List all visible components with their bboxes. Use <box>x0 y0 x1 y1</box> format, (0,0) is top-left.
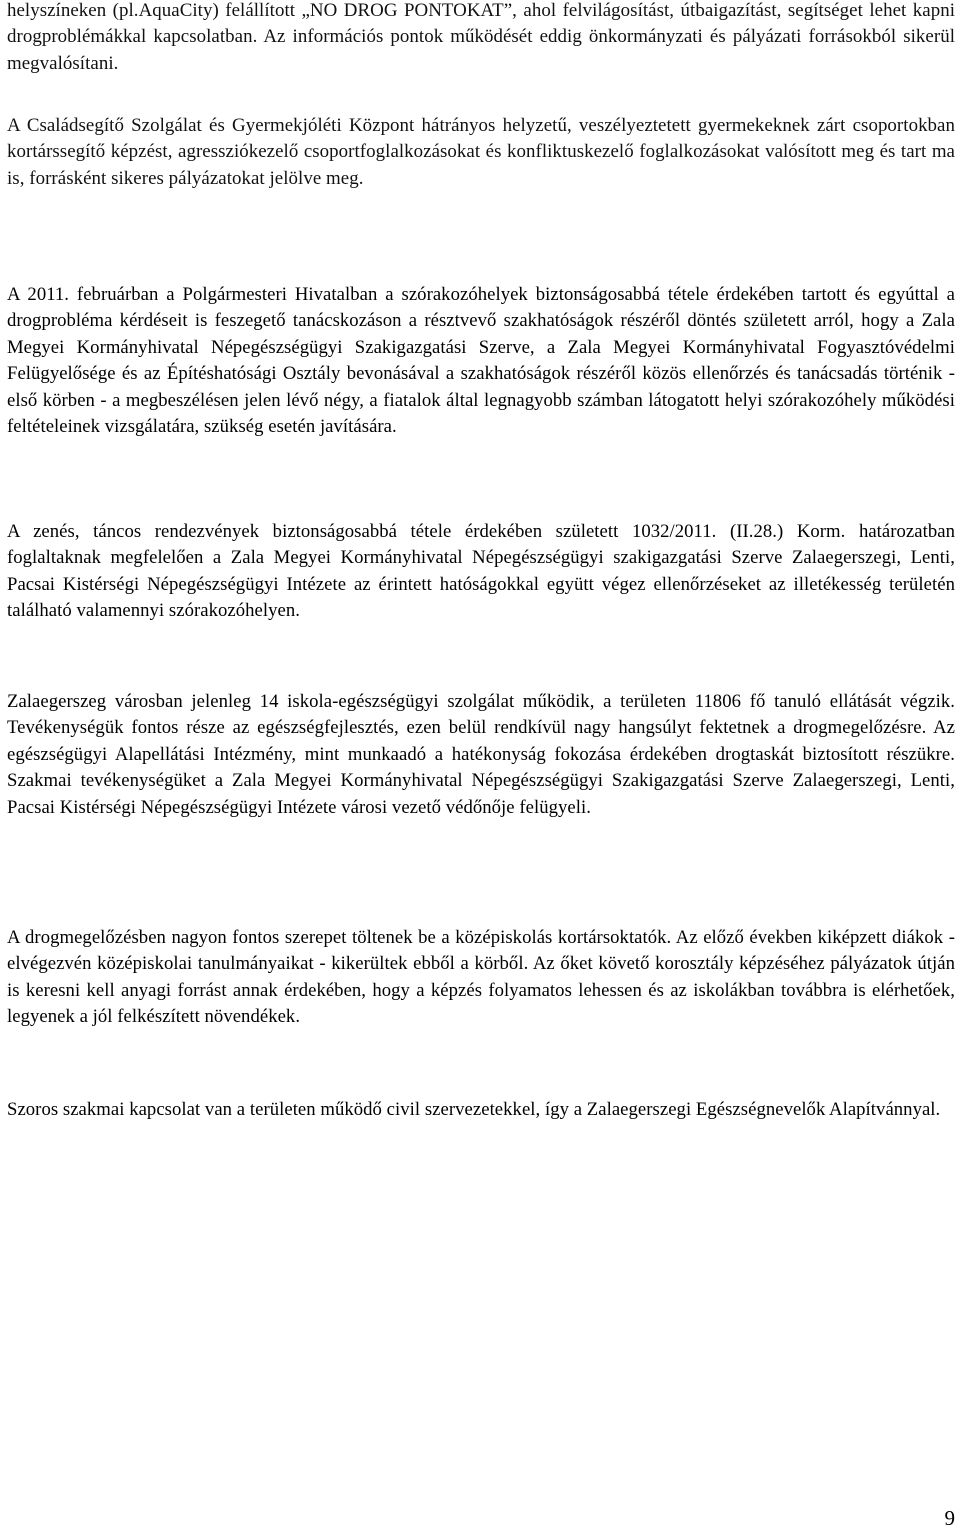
paragraph-2011-februar: A 2011. februárban a Polgármesteri Hivatalban a szórakozóhelyek biztonságosabbá tétele érdekében tartott és egyúttal a drogprobléma kérdéseit is feszegető tanácskozáson a résztvevő szakhatóságok részéről döntés született arról, hogy a Zala Megyei Kormányhivatal Népegészségügyi Szakigazgatási Szerve, a Zala Megyei Kormányhivatal Fogyasztóvédelmi Felügyelősége és az Építéshatósági Osztály bevonásával a szakhatóságok részéről közös ellenőrzés és tanácsadás történik - első körben - a megbeszélésen jelen lévő négy, a fiatalok által legnagyobb számban látogatott helyi szórakozóhely működési feltételeinek vizsgálatára, szükség esetén javítására. <box>7 284 955 438</box>
paragraph-iskola-egeszsegugy: Zalaegerszeg városban jelenleg 14 iskola-egészségügyi szolgálat működik, a területen 11806 fő tanuló ellátását végzik. Tevékenységük fontos része az egészségfejlesztés, ezen belül rendkívül nagy hangsúlyt fektetnek a drogmegelőzésre. Az egészségügyi Alapellátási Intézmény, mint munkaadó a hatékonyság fokozása érdekében drogtaskát biztosított részükre. Szakmai tevékenységüket a Zala Megyei Kormányhivatal Népegészségügyi Szakigazgatási Szerve Zalaegerszegi, Lenti, Pacsai Kistérségi Népegészségügyi Intézete városi vezető védőnője felügyeli. <box>7 691 955 818</box>
paragraph-no-drog-pontok: helyszíneken (pl.AquaCity) felállított „NO DROG PONTOKAT”, ahol felvilágosítást, útbaigazítást, segítséget lehet kapni drogproblémákkal kapcsolatban. Az információs pontok működését eddig önkormányzati és pályázati forrásokból sikerül megvalósítani. <box>7 0 955 74</box>
paragraph-csaladsegito: A Családsegítő Szolgálat és Gyermekjóléti Központ hátrányos helyzetű, veszélyeztetett gyermekeknek zárt csoportokban kortárssegítő képzést, agressziókezelő csoportfoglalkozásokat és konfliktuskezelő foglalkozásokat valósított meg és tart ma is, forrásként sikeres pályázatokat jelölve meg. <box>7 115 955 189</box>
paragraph-civil-szervezetek: Szoros szakmai kapcsolat van a területen működő civil szervezetekkel, így a Zalaegerszegi Egészségnevelők Alapítvánnyal. <box>7 1099 941 1120</box>
paragraph-kortarsoktatok: A drogmegelőzésben nagyon fontos szerepet töltenek be a középiskolás kortársoktatók. Az előző években kiképzett diákok - elvégezvén középiskolai tanulmányaikat - kikerültek ebből a körből. Az őket követő korosztály képzéséhez pályázatok útján is keresni kell anyagi forrást annak érdekében, hogy a képzés folyamatos lehessen és az iskolákban továbbra is elérhetőek, legyenek a jól felkészített növendékek. <box>7 927 955 1028</box>
page-number: 9 <box>944 1506 955 1530</box>
paragraph-zenes-tancos: A zenés, táncos rendezvények biztonságosabbá tétele érdekében született 1032/2011. (II.28.) Korm. határozatban foglaltaknak megfelelően a Zala Megyei Kormányhivatal Népegészségügyi szakigazgatási Szerve Zalaegerszegi, Lenti, Pacsai Kistérségi Népegészségügyi Intézete az érintett hatóságokkal együtt végez ellenőrzéseket az illetékesség területén található valamennyi szórakozóhelyen. <box>7 521 955 622</box>
